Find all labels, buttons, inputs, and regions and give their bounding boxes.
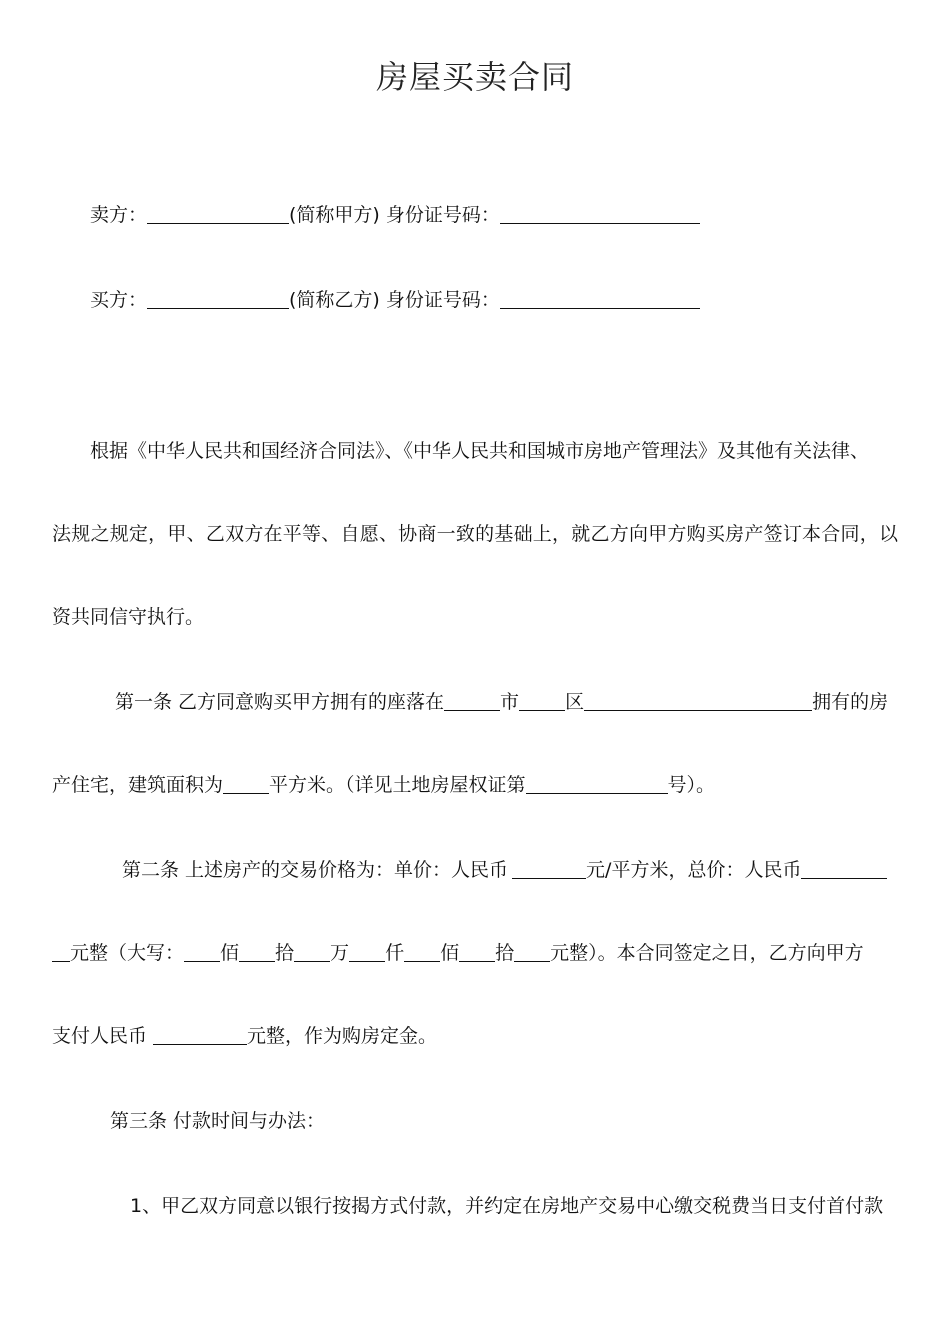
certificate-blank [526, 773, 668, 794]
article-1-suffix: 拥有的房 [812, 691, 889, 713]
seller-name-blank [147, 203, 289, 224]
buyer-label: 买方： [90, 289, 148, 311]
seller-id-blank [500, 203, 700, 224]
district-label: 区 [565, 691, 585, 713]
buyer-alias: (简称乙方) 身份证号码： [289, 289, 500, 311]
preamble-line-3: 资共同信守执行。 [52, 606, 205, 628]
certificate-suffix: 号）。 [667, 774, 716, 796]
article-1-line-2 [52, 770, 898, 800]
article-1-prefix: 第一条 乙方同意购买甲方拥有的座落在 [115, 691, 445, 713]
buyer-id-blank [500, 288, 700, 309]
certificate-label: 平方米。（详见土地房屋权证第 [269, 774, 526, 796]
preamble-line-1: 根据《中华人民共和国经济合同法》、《中华人民共和国城市房地产管理法》及其他有关法律、 [90, 440, 870, 462]
bai-label-2: 佰 [440, 942, 460, 964]
buyer-name-blank [147, 288, 289, 309]
article-2-prefix: 第二条 上述房产的交易价格为：单价：人民币 [122, 859, 509, 881]
article-2-line-1 [122, 855, 898, 885]
article-1-line-1 [115, 687, 898, 717]
shi-label-2: 拾 [495, 942, 515, 964]
bai-label-1: 佰 [220, 942, 240, 964]
article-2-line-2 [52, 938, 898, 968]
shi-label-1: 拾 [275, 942, 295, 964]
shi-blank-1 [239, 941, 275, 962]
address-blank [584, 690, 812, 711]
unit-price-blank [512, 858, 586, 879]
area-label: 产住宅，建筑面积为 [52, 774, 224, 796]
wan-blank [294, 941, 330, 962]
qian-label: 仟 [385, 942, 405, 964]
document-title: 房屋买卖合同 [375, 58, 574, 96]
deposit-blank [153, 1024, 247, 1045]
deposit-label: 支付人民币 [52, 1025, 148, 1047]
shi-blank-2 [459, 941, 495, 962]
article-3-heading: 第三条 付款时间与办法： [110, 1110, 326, 1132]
article-2-line-3 [52, 1021, 898, 1051]
deposit-suffix: 元整，作为购房定金。 [247, 1025, 438, 1047]
qian-blank [349, 941, 385, 962]
city-blank [444, 690, 500, 711]
area-blank [223, 773, 269, 794]
capital-label: 元整（大写： [70, 942, 185, 964]
yuan-blank [514, 941, 550, 962]
seller-line [90, 200, 700, 230]
capital-end: 元整）。本合同签定之日，乙方向甲方 [550, 942, 864, 964]
seller-label: 卖方： [90, 204, 148, 226]
seller-alias: (简称甲方) 身份证号码： [289, 204, 500, 226]
buyer-line [90, 285, 700, 315]
district-blank [519, 690, 565, 711]
total-price-blank-cont [52, 941, 70, 962]
wan-label: 万 [330, 942, 350, 964]
bai-blank-1 [184, 941, 220, 962]
total-price-blank [801, 858, 887, 879]
bai-blank-2 [404, 941, 440, 962]
article-3-item-1: 1、甲乙双方同意以银行按揭方式付款，并约定在房地产交易中心缴交税费当日支付首付款 [130, 1195, 884, 1217]
unit-price-suffix: 元/平方米，总价：人民币 [586, 859, 802, 881]
city-label: 市 [500, 691, 520, 713]
preamble-line-2: 法规之规定，甲、乙双方在平等、自愿、协商一致的基础上，就乙方向甲方购买房产签订本合同，以 [52, 523, 898, 545]
